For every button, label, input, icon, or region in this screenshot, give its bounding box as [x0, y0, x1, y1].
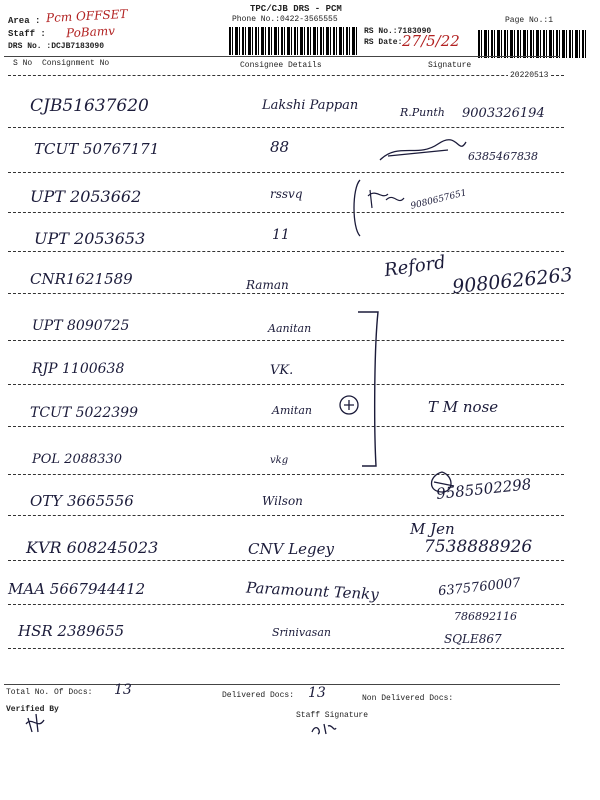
staff-signature-label: Staff Signature: [296, 711, 369, 720]
consignee-name: vkg: [270, 455, 289, 466]
total-docs-value: 13: [114, 682, 132, 698]
consignee-name: Srinivasan: [272, 626, 331, 639]
receiver-phone: 9003326194: [462, 106, 545, 121]
receiver-phone: 6375760007: [437, 575, 522, 600]
consignee-name: 88: [270, 138, 290, 156]
consignee-name: Aanitan: [268, 322, 312, 335]
phone-number: Phone No.:0422-3565555: [232, 15, 338, 24]
column-sno: S No: [13, 59, 33, 68]
consignment-no: MAA 5667944412: [8, 580, 146, 598]
delivered-docs-label: Delivered Docs:: [222, 691, 295, 700]
receiver-phone: 9080657651: [409, 188, 468, 212]
consignee-name: Wilson: [262, 494, 303, 508]
consignment-no: RJP 1100638: [32, 361, 125, 377]
consignment-no: HSR 2389655: [18, 622, 125, 640]
staff-label: Staff :: [8, 29, 46, 39]
consignment-no: UPT 8090725: [32, 318, 130, 334]
column-signature: Signature: [428, 61, 472, 70]
receiver-phone: 9585502298: [435, 475, 533, 503]
group-bracket: [356, 310, 382, 470]
drs-number: DRS No. :DCJB7183090: [8, 42, 105, 51]
consignment-no: KVR 608245023: [26, 538, 159, 557]
column-consignment: Consignment No: [42, 59, 110, 68]
consignment-no: UPT 2053653: [34, 229, 146, 248]
rs-number: RS No.:7183090: [364, 27, 432, 36]
consignee-name: 11: [272, 227, 290, 243]
footer-divider: [4, 684, 560, 685]
document-title: TPC/CJB DRS - PCM: [250, 4, 342, 14]
total-docs-label: Total No. Of Docs:: [6, 688, 93, 697]
staff-handwritten: PoBamv: [65, 23, 116, 41]
row-divider: [8, 172, 564, 173]
row-divider: [8, 426, 564, 427]
staff-signature: [308, 720, 338, 736]
consignment-no: POL 2088330: [32, 452, 123, 467]
verified-by-label: Verified By: [6, 705, 59, 714]
column-consignee: Consignee Details: [240, 61, 322, 70]
rs-date-label: RS Date:: [364, 38, 403, 47]
consignee-name: Raman: [246, 278, 289, 292]
receiver-phone: 9080626263: [451, 263, 574, 299]
non-delivered-docs-label: Non Delivered Docs:: [362, 694, 454, 703]
signature-scribble: [378, 138, 468, 164]
delivered-docs-value: 13: [308, 685, 326, 701]
rs-date-handwritten: 27/5/22: [402, 32, 460, 50]
row-divider: [8, 474, 564, 475]
row-divider: [8, 340, 564, 341]
consignee-name: rssvq: [270, 187, 303, 201]
consignee-name: Lakshi Pappan: [262, 98, 359, 113]
consignee-name: Amitan: [272, 404, 312, 417]
row-divider: [8, 251, 564, 252]
receiver-phone: 6385467838: [468, 150, 538, 163]
consignment-no: UPT 2053662: [30, 187, 142, 206]
consignment-no: OTY 3665556: [30, 492, 134, 510]
consignment-no: TCUT 5022399: [30, 405, 138, 421]
receiver-signature: Reford: [382, 251, 448, 282]
bracket-mark: [352, 178, 362, 238]
consignee-name: VK.: [270, 363, 294, 378]
row-divider: [8, 212, 564, 213]
receiver-signature: R.Punth: [400, 106, 445, 119]
consignee-name: CNV Legey: [248, 540, 334, 558]
area-label: Area :: [8, 16, 41, 26]
consignment-no: CJB51637620: [30, 96, 149, 116]
receiver-signature: T M nose: [428, 398, 499, 416]
receiver-signature: 786892116: [454, 610, 517, 623]
row-divider: [8, 515, 564, 516]
consignment-no: TCUT 50767171: [34, 140, 160, 158]
date-stamp: 20220513: [510, 71, 549, 80]
barcode-left: [229, 27, 359, 55]
header-divider-top: [4, 56, 560, 57]
receiver-phone: SQLE867: [444, 632, 502, 646]
row-divider: [8, 648, 564, 649]
row-divider: [8, 384, 564, 385]
consignment-no: CNR1621589: [30, 270, 133, 288]
barcode-right: [478, 30, 586, 58]
receiver-signature: M Jen: [410, 520, 455, 538]
receiver-phone: 7538888926: [424, 537, 533, 557]
consignee-name: Paramount Tenky: [245, 578, 380, 604]
row-divider: [8, 127, 564, 128]
page-number: Page No.:1: [505, 16, 554, 25]
header-divider-bottom: [8, 75, 564, 76]
signature-scribble: [366, 186, 406, 212]
row-divider: [8, 560, 564, 561]
row-divider: [8, 604, 564, 605]
row-divider: [8, 293, 564, 294]
verifier-signature: [24, 712, 48, 736]
area-handwritten: Pcm OFFSET: [45, 6, 128, 26]
